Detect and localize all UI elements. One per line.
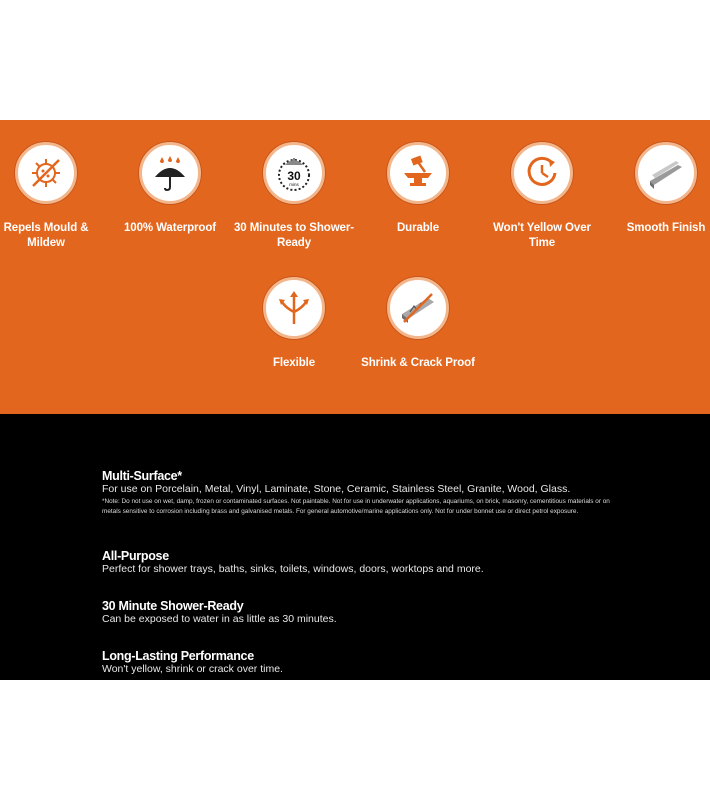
feature-durable	[358, 142, 478, 236]
benefit-text: Can be exposed to water in as little as 30 minutes.	[102, 613, 337, 625]
anvil-icon	[398, 153, 438, 193]
feature-flexible	[234, 277, 354, 371]
benefit-text: Won't yellow, shrink or crack over time.	[102, 663, 283, 675]
flexible-arrows-icon	[274, 288, 314, 328]
benefit-shower-ready	[102, 599, 622, 625]
timer-icon	[274, 153, 314, 193]
timer-icon-badge	[263, 142, 325, 204]
timer-number: 30	[287, 169, 301, 183]
feature-label: Flexible	[272, 357, 316, 369]
feature-label: Smooth Finish	[626, 222, 706, 234]
feature-label: 100% Waterproof	[123, 222, 216, 234]
feature-label: Repels Mould & Mildew	[3, 222, 89, 249]
feature-waterproof	[110, 142, 230, 236]
feature-mould	[0, 142, 106, 251]
benefit-title: Long-Lasting Performance	[102, 649, 254, 663]
crack-proof-icon-badge	[387, 277, 449, 339]
benefit-title: Multi-Surface*	[102, 469, 182, 483]
feature-label: Won't Yellow Over Time	[493, 222, 591, 249]
anvil-icon-badge	[387, 142, 449, 204]
benefit-all-purpose	[102, 549, 622, 575]
benefit-long-lasting	[102, 649, 622, 675]
clock-icon	[522, 153, 562, 193]
umbrella-icon-badge	[139, 142, 201, 204]
benefit-multi-surface	[102, 469, 622, 516]
features-band	[0, 120, 710, 414]
timer-unit: mins	[289, 182, 299, 187]
feature-label: 30 Minutes to Shower-Ready	[234, 222, 354, 249]
benefit-text: For use on Porcelain, Metal, Vinyl, Laminate, Stone, Ceramic, Stainless Steel, Granite, Wood, Glass.	[102, 483, 571, 495]
mould-icon	[26, 153, 66, 193]
mould-icon-badge	[15, 142, 77, 204]
clock-icon-badge	[511, 142, 573, 204]
feature-label: Shrink & Crack Proof	[361, 357, 475, 369]
benefit-title: All-Purpose	[102, 549, 169, 563]
feature-no-yellow	[482, 142, 602, 251]
benefit-text: Perfect for shower trays, baths, sinks, toilets, windows, doors, worktops and more.	[102, 563, 484, 575]
benefit-note: *Note: Do not use on wet, damp, frozen or contaminated surfaces. Not paintable. Not for use in underwater applications, aquariums, on brick, masonry, cementitious materials or on metals sensitive to corrosion including brass and galvanised metals. For general automotive/marine applications only. Not for under bonnet use or direct petrol exposure.	[102, 498, 610, 515]
feature-label: Durable	[396, 222, 440, 234]
crack-proof-icon	[398, 288, 438, 328]
umbrella-icon	[150, 153, 190, 193]
smooth-finish-icon	[646, 153, 686, 193]
feature-crack-proof	[358, 277, 478, 371]
feature-smooth-finish	[606, 142, 710, 236]
flexible-arrows-icon-badge	[263, 277, 325, 339]
benefits-panel	[0, 414, 710, 680]
feature-shower-ready	[234, 142, 354, 251]
smooth-finish-icon-badge	[635, 142, 697, 204]
benefit-title: 30 Minute Shower-Ready	[102, 599, 244, 613]
